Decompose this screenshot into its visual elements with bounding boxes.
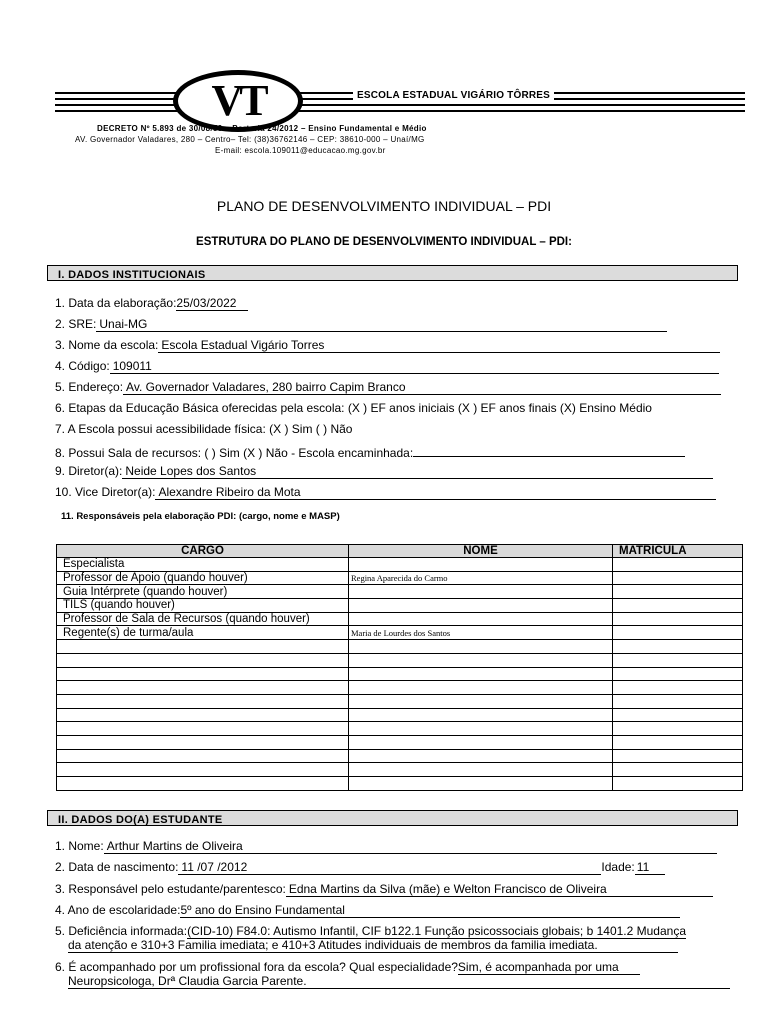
cell-cargo [57,640,349,654]
field-school-year: 4. Ano de escolaridade:5º ano do Ensino Fundamental [55,903,680,919]
cell-nome [349,708,613,722]
table-row [57,585,743,599]
cell-nome [349,749,613,763]
cell-cargo [57,777,349,791]
section-student-heading: II. DADOS DO(A) ESTUDANTE [47,810,738,826]
cell-matricula [613,749,743,763]
cell-cargo [57,694,349,708]
cell-nome: Maria de Lourdes dos Santos [349,626,613,640]
field-address: 5. Endereço:Av. Governador Valadares, 280 bairro Capim Branco [55,380,721,396]
table-row [57,735,743,749]
staff-table [56,544,743,791]
table-header-row [57,545,743,558]
email-line: E-mail: escola.109011@educacao.mg.gov.br [215,146,386,155]
field-school-name: 3. Nome da escola:Escola Estadual Vigário Torres [55,338,720,354]
table-row [57,722,743,736]
table-row [57,694,743,708]
cell-nome [349,612,613,626]
field-guardian: 3. Responsável pelo estudante/parentesco:Edna Martins da Silva (mãe) e Welton Francisco de Oliveira [55,882,713,898]
cell-matricula [613,694,743,708]
address-line: AV. Governador Valadares, 280 – Centro– Tel: (38)36762146 – CEP: 38610-000 – Unaí/MG [75,135,425,144]
cell-matricula [613,585,743,599]
field-external-professional-continued: Neuropsicologa, Drª Claudia Garcia Parente. [68,974,730,989]
cell-nome: Regina Aparecida do Carmo [349,571,613,585]
school-logo: VT [173,70,303,132]
cell-matricula [613,763,743,777]
cell-matricula [613,735,743,749]
cell-nome [349,640,613,654]
table-row [57,571,743,585]
cell-cargo [57,749,349,763]
cell-matricula [613,777,743,791]
cell-matricula [613,640,743,654]
cell-cargo [57,722,349,736]
school-name: ESCOLA ESTADUAL VIGÁRIO TÔRRES [353,90,554,101]
section-institutional-heading: I. DADOS INSTITUCIONAIS [47,265,738,281]
cell-nome [349,653,613,667]
cell-cargo: Professor de Apoio (quando houver) [57,571,349,585]
table-row [57,667,743,681]
cell-cargo [57,681,349,695]
cell-cargo [57,653,349,667]
table-row [57,653,743,667]
responsible-label: 11. Responsáveis pela elaboração PDI: (cargo, nome e MASP) [61,511,340,522]
field-student-name: 1. Nome:Arthur Martins de Oliveira [55,839,717,855]
cell-matricula [613,653,743,667]
cell-cargo [57,735,349,749]
cell-nome [349,735,613,749]
table-row [57,626,743,640]
cell-nome [349,585,613,599]
field-resource-room: 8. Possui Sala de recursos: ( ) Sim (X ) Não - Escola encaminhada: [55,443,685,459]
header-nome: NOME [349,545,613,558]
field-accessibility: 7. A Escola possui acessibilidade física: (X ) Sim ( ) Não [55,422,353,436]
cell-cargo: Especialista [57,558,349,572]
table-row [57,681,743,695]
cell-matricula [613,571,743,585]
cell-cargo [57,708,349,722]
cell-cargo [57,763,349,777]
table-row [57,777,743,791]
table-row [57,708,743,722]
page-title: PLANO DE DESENVOLVIMENTO INDIVIDUAL – PDI [216,198,552,214]
cell-matricula [613,708,743,722]
page-subtitle: ESTRUTURA DO PLANO DE DESENVOLVIMENTO INDIVIDUAL – PDI: [196,236,572,248]
table-row [57,763,743,777]
cell-cargo: TILS (quando houver) [57,599,349,613]
cell-nome [349,722,613,736]
cell-matricula [613,558,743,572]
field-birth-date: 2. Data de nascimento: 11 /07 /2012 Idade:11 [55,860,665,876]
table-row [57,749,743,763]
cell-nome [349,599,613,613]
cell-matricula [613,722,743,736]
field-disability-continued: da atenção e 310+3 Familia imediata; e 410+3 Atitudes individuais de membros da familia imediata. [68,938,678,953]
table-row [57,599,743,613]
cell-cargo: Regente(s) de turma/aula [57,626,349,640]
cell-matricula [613,612,743,626]
cell-nome [349,763,613,777]
cell-nome [349,667,613,681]
letterhead [55,68,745,163]
table-row [57,612,743,626]
field-education-stages: 6. Etapas da Educação Básica oferecidas pela escola: (X ) EF anos iniciais (X ) EF anos finais (X) Ensino Médio [55,401,652,415]
field-external-professional: 6. É acompanhado por um profissional fora da escola? Qual especialidade?Sim, é acompanhada por uma [55,960,640,976]
field-disability: 5. Deficiência informada:(CID-10) F84.0: Autismo Infantil, CIF b122.1 Função psicossociais globais; b 1401.2 Mudança [55,924,687,938]
field-elaboration-date: 1. Data da elaboração:25/03/2022 [55,296,248,312]
cell-nome [349,681,613,695]
decree-line: DECRETO Nº 5.893 de 30/08/59 – Portaria 24/2012 – Ensino Fundamental e Médio [97,124,427,133]
header-cargo: CARGO [57,545,349,558]
cell-matricula [613,667,743,681]
header-matricula: MATRÍCULA [613,545,743,558]
field-vice-director: 10. Vice Diretor(a):Alexandre Ribeiro da Mota [55,485,716,501]
field-sre: 2. SRE:Unai-MG [55,317,667,333]
cell-nome [349,694,613,708]
table-row [57,640,743,654]
cell-matricula [613,681,743,695]
field-code: 4. Código:109011 [55,359,719,375]
cell-cargo: Professor de Sala de Recursos (quando houver) [57,612,349,626]
cell-cargo: Guia Intérprete (quando houver) [57,585,349,599]
field-director: 9. Diretor(a):Neide Lopes dos Santos [55,464,713,480]
cell-nome [349,777,613,791]
cell-matricula [613,626,743,640]
cell-nome [349,558,613,572]
table-row [57,558,743,572]
cell-cargo [57,667,349,681]
cell-matricula [613,599,743,613]
